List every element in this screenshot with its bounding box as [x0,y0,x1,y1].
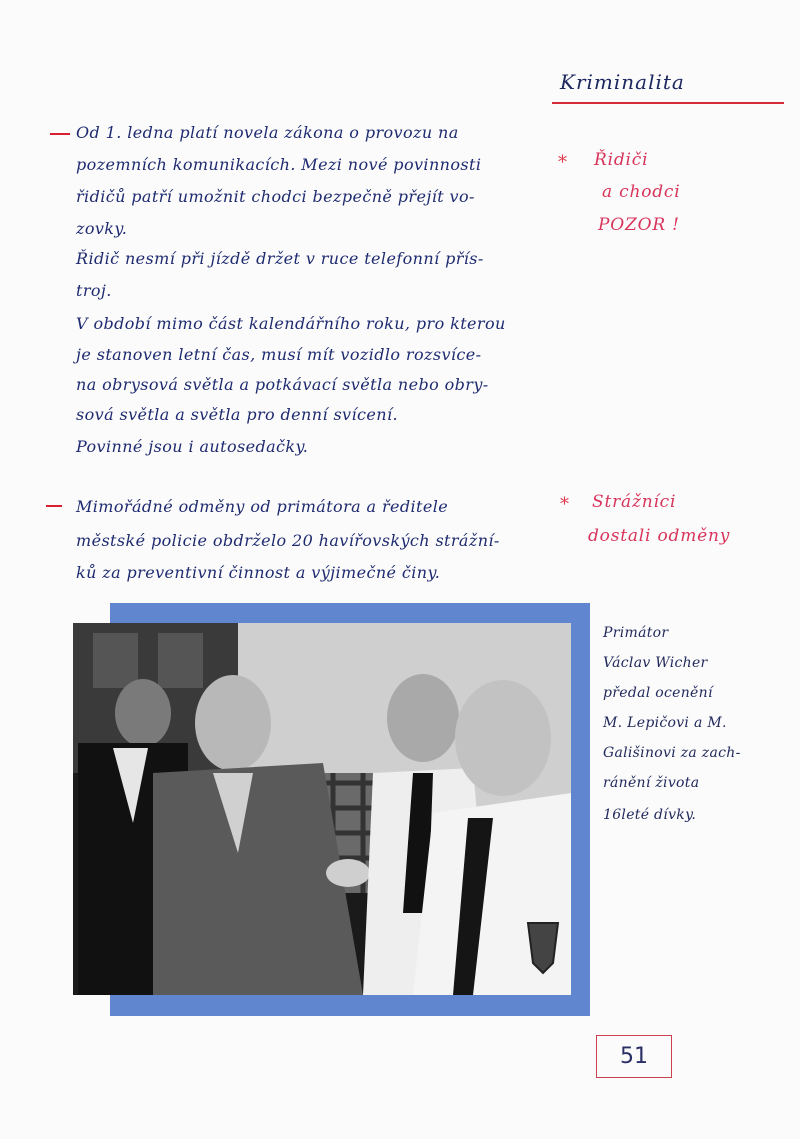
item-text-line: Řidič nesmí při jízdě držet v ruce telefonní přís- [76,249,484,268]
newspaper-photo [73,623,571,995]
item-text-line: zovky. [76,219,128,238]
item-text-line: Povinné jsou i autosedačky. [76,437,309,456]
item-text-line: na obrysová světla a potkávací světla nebo obry- [76,375,489,394]
item-text-line: Mimořádné odměny od primátora a ředitele [76,497,449,516]
margin-note-line: Řidiči [594,150,649,170]
bullet-dash [46,505,62,507]
bullet-dash [50,133,70,135]
photo-caption-line: M. Lepičovi a M. [603,715,727,731]
margin-note-line: Strážníci [592,492,677,512]
item-text-line: pozemních komunikacích. Mezi nové povinnosti [76,155,482,174]
heading-underline [552,102,784,104]
item-text-line: troj. [76,281,112,300]
item-text-line: V období mimo část kalendářního roku, pro kterou [76,314,506,333]
photo-caption-line: Primátor [603,625,669,641]
margin-note-line: dostali odměny [588,526,731,546]
margin-note-line: a chodci [602,182,681,202]
margin-note-line: POZOR ! [598,215,680,235]
item-text-line: ků za preventivní činnost a výjimečné činy. [76,563,441,582]
photo-caption-line: předal ocenění [603,685,713,701]
photo-caption-line: 16leté dívky. [603,807,697,823]
asterisk-marker: * [558,152,567,173]
asterisk-marker: * [560,494,569,515]
page-number-box [596,1035,672,1078]
photo-illustration [73,623,571,995]
item-text-line: městské policie obdrželo 20 havířovských strážní- [76,531,500,550]
chapter-heading: Kriminalita [560,70,685,94]
page-number: 51 [620,1044,648,1069]
photo-caption-line: Gališinovi za zach- [603,745,741,761]
item-text-line: sová světla a světla pro denní svícení. [76,405,398,424]
item-text-line: Od 1. ledna platí novela zákona o provozu na [76,123,459,142]
item-text-line: řidičů patří umožnit chodci bezpečně přejít vo- [76,187,475,206]
photo-caption-line: Václav Wicher [603,655,708,671]
item-text-line: je stanoven letní čas, musí mít vozidlo rozsvíce- [76,345,482,364]
photo-caption-line: ránění života [603,775,700,791]
